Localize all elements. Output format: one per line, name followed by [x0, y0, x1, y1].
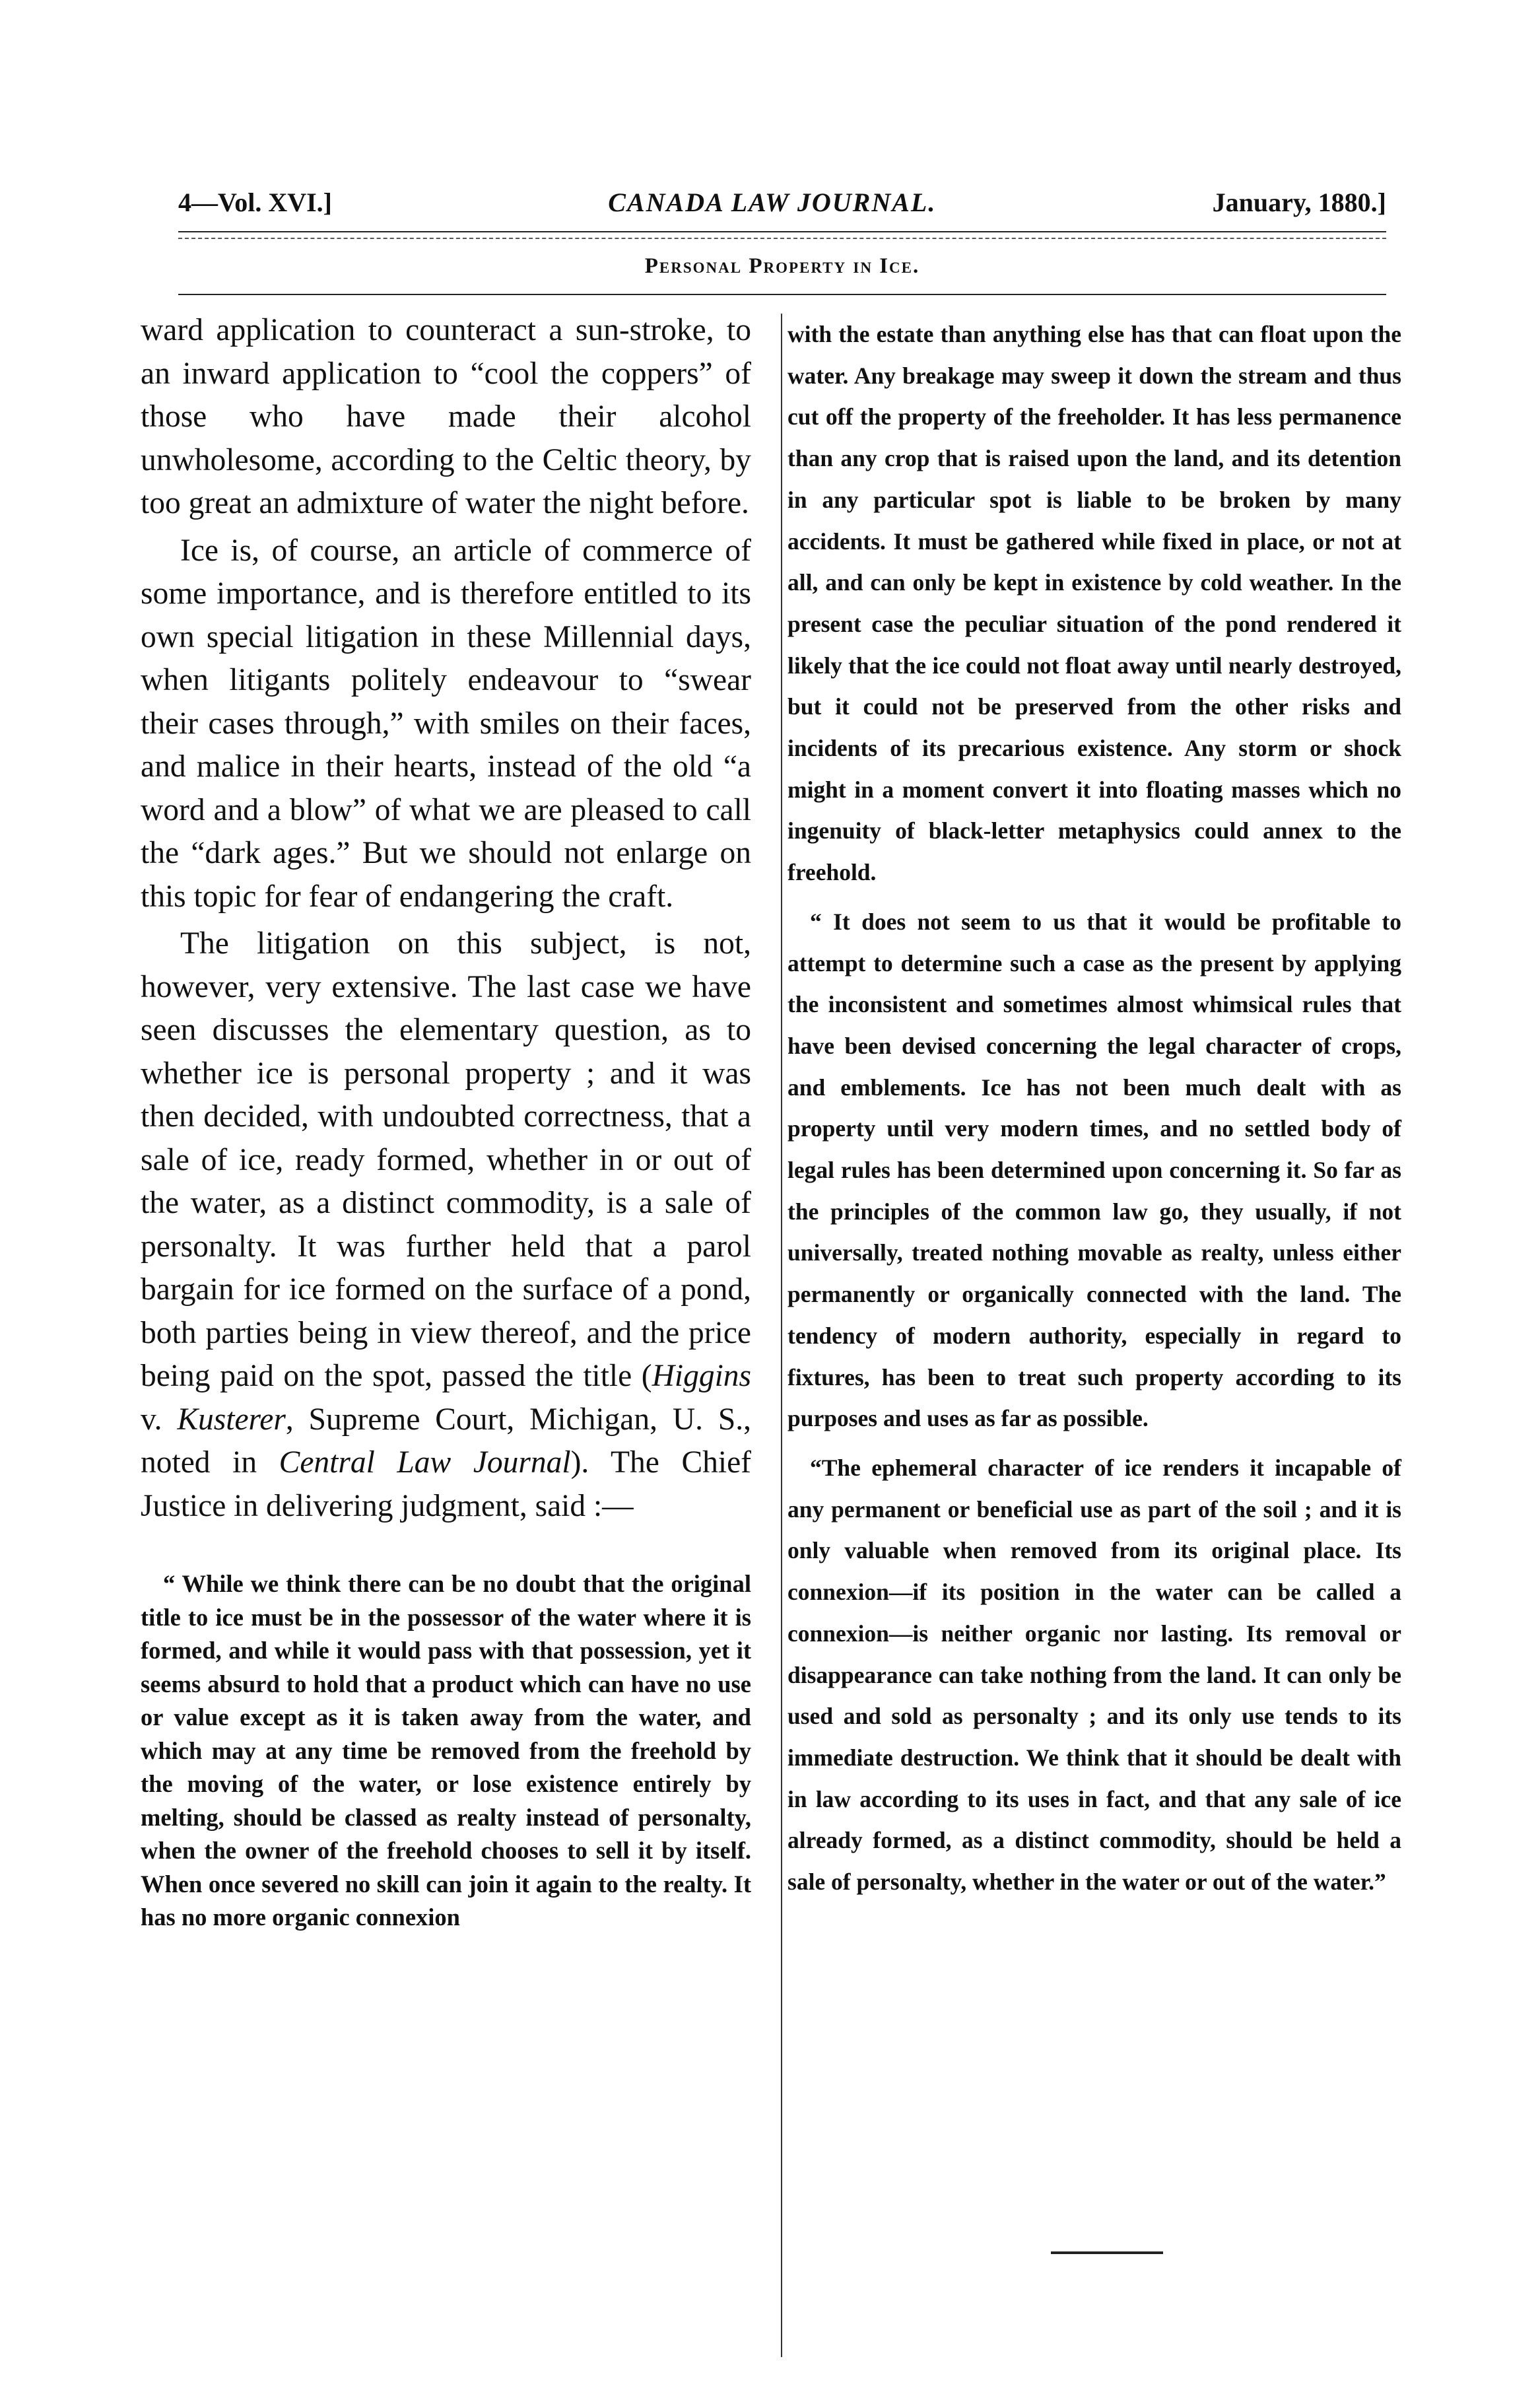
journal-citation: Central Law Journal — [279, 1445, 571, 1480]
header-rule — [178, 231, 1386, 232]
journal-title: CANADA LAW JOURNAL. — [608, 188, 937, 217]
title-rule — [178, 294, 1386, 295]
left-paragraph-3 — [141, 922, 751, 1528]
case-name-higgins: Higgins — [652, 1359, 751, 1393]
left-paragraph-1: ward application to counteract a sun-stroke, to an inward application to “cool the coppers” of those who have made their alcohol unwholesome, according to the Celtic theory, by too great an admixture of water the night before. — [141, 313, 751, 520]
p3-text-c: ). The Chief Justice in delivering judgment, said :— — [141, 1445, 751, 1523]
p3-versus: v. — [141, 1402, 178, 1437]
right-paragraph-3: “The ephemeral character of ice renders it incapable of any permanent or beneficial use as part of the soil ; and it is only valuable when removed from its original place. Its connexion—if its position in the water can be called a connexion—is neither organic nor lasting. Its removal or disappearance can take nothing from the land. It can only be used and sold as personalty ; and its only use tends to its immediate destruction. We think that it should be dealt with in law according to its uses in fact, and that any sale of ice already formed, as a distinct commodity, should be held a sale of personalty, whether in the water or out of the water.” — [787, 1454, 1401, 1896]
issue-date: January, 1880.] — [1212, 188, 1386, 217]
judgment-quote-start: “ While we think there can be no doubt that the original title to ice must be in the possessor of the water where it is formed, and while it would pass with that possession, yet it seems absurd to hold that a product which can have no use or value except as it is taken away from the water, and which may at any time be removed from the freehold by the moving of the water, or lose existence entirely by melting, should be classed as realty instead of personalty, when the owner of the freehold chooses to sell it by itself. When once severed no skill can join it again to the realty. It has no more organic connexion — [141, 1570, 751, 1931]
p3-text-a: The litigation on this subject, is not, however, very extensive. The last case we have seen discusses the elementary question, as to whether ice is personal property ; and it was then decided, with undoubted correctness, that a sale of ice, ready formed, whether in or out of the water, as a distinct commodity, is a sale of personalty. It was further held that a parol bargain for ice formed on the surface of a pond, both parties being in view thereof, and the price being paid on the spot, passed the title ( — [141, 926, 751, 1393]
running-title: Personal Property in Ice. — [644, 254, 920, 278]
right-paragraph-1: with the estate than anything else has that can float upon the water. Any breakage may sweep it down the stream and thus cut off the property of the freeholder. It has less permanence than any crop that is raised upon the land, and its detention in any particular spot is liable to be broken by many accidents. It must be gathered while fixed in place, or not at all, and can only be kept in existence by cold weather. In the present case the peculiar situation of the pond rendered it likely that the ice could not float away until nearly destroyed, but it could not be preserved from the other risks and incidents of its precarious existence. Any storm or shock might in a moment convert it into floating masses which no ingenuity of black-letter metaphysics could annex to the freehold. — [787, 321, 1401, 886]
left-column — [141, 309, 751, 1935]
right-paragraph-2: “ It does not seem to us that it would be profitable to attempt to determine such a case as the present by applying the inconsistent and sometimes almost whimsical rules that have been devised concerning the legal character of crops, and emblements. Ice has not been much dealt with as property until very modern times, and no settled body of legal rules has been determined upon concerning it. So far as the principles of the common law go, they usually, if not universally, treated nothing movable as realty, unless either permanently or organically connected with the land. The tendency of modern authority, especially in regard to fixtures, has been to treat such property according to its purposes and uses as far as possible. — [787, 908, 1401, 1432]
end-rule — [1051, 2251, 1163, 2254]
header-rule-dashed — [178, 238, 1386, 239]
left-paragraph-2: Ice is, of course, an article of commerce of some importance, and is therefore entitled to its own special litigation in these Millennial days, when litigants politely endeavour to “swear their cases through,” with smiles on their faces, and malice in their hearts, instead of the old “a word and a blow” of what we are pleased to call the “dark ages.” But we should not enlarge on this topic for fear of endangering the craft. — [141, 533, 751, 914]
page-header — [178, 187, 1386, 226]
right-column — [776, 314, 1401, 1903]
volume-label: 4—Vol. XVI.] — [178, 188, 332, 217]
case-name-kusterer: Kusterer — [177, 1402, 286, 1437]
p3-text-b: , Supreme Court, Michigan, U. S., noted in — [141, 1402, 751, 1480]
